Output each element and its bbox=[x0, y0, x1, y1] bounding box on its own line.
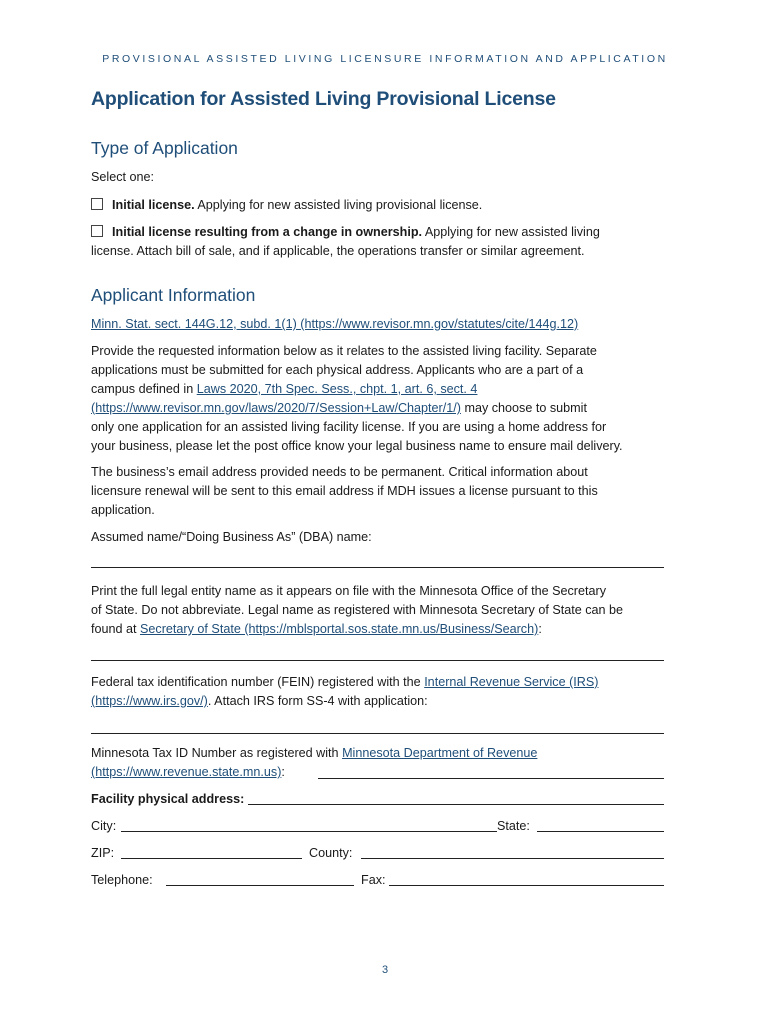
dba-label: Assumed name/“Doing Business As” (DBA) name: bbox=[91, 530, 372, 544]
mn-tax-id-field[interactable] bbox=[318, 778, 664, 779]
revenue-url-link[interactable]: (https://www.revenue.state.mn.us) bbox=[91, 765, 282, 779]
state-label: State: bbox=[497, 819, 530, 833]
zip-label: ZIP: bbox=[91, 846, 115, 860]
type-of-application-heading: Type of Application bbox=[91, 138, 238, 158]
irs-link[interactable]: Internal Revenue Service (IRS) bbox=[424, 675, 599, 689]
state-field[interactable] bbox=[537, 831, 664, 832]
para2-line2: licensure renewal will be sent to this email address if MDH issues a license pursuant to this bbox=[91, 484, 598, 498]
option-change-ownership bbox=[91, 223, 665, 261]
para2-line1: The business’s email address provided needs to be permanent. Critical information about bbox=[91, 465, 588, 479]
option-change-text-2: license. Attach bill of sale, and if applicable, the operations transfer or similar agreement. bbox=[91, 244, 585, 258]
city-field[interactable] bbox=[121, 831, 497, 832]
option-initial-license bbox=[91, 196, 665, 215]
option-change-bold: Initial license resulting from a change in ownership. bbox=[112, 225, 423, 239]
select-one-label: Select one: bbox=[91, 170, 155, 184]
option-change-text-1: Applying for new assisted living bbox=[422, 225, 600, 239]
para1-line2: applications must be submitted for each physical address. Applicants who are a part of a bbox=[91, 363, 584, 377]
fein-instructions bbox=[91, 673, 665, 711]
mn-tax-line1-text: Minnesota Tax ID Number as registered with bbox=[91, 746, 343, 760]
initial-license-checkbox[interactable] bbox=[91, 198, 103, 210]
fax-field[interactable] bbox=[389, 885, 664, 886]
para1-line1: Provide the requested information below as it relates to the assisted living facility. Separate bbox=[91, 344, 597, 358]
fein-line1-text: Federal tax identification number (FEIN) registered with the bbox=[91, 675, 425, 689]
legal-line3-colon: : bbox=[538, 622, 542, 636]
legal-line1: Print the full legal entity name as it appears on file with the Minnesota Office of the Secretary bbox=[91, 584, 606, 598]
city-label: City: bbox=[91, 819, 117, 833]
dba-name-field[interactable] bbox=[91, 567, 664, 568]
option-initial-bold: Initial license. bbox=[112, 198, 195, 212]
fein-field[interactable] bbox=[91, 733, 664, 734]
zip-field[interactable] bbox=[121, 858, 302, 859]
mn-tax-line2-colon: : bbox=[281, 765, 285, 779]
applicant-information-heading: Applicant Information bbox=[91, 285, 256, 305]
revenue-link[interactable]: Minnesota Department of Revenue bbox=[342, 746, 538, 760]
facility-address-label: Facility physical address: bbox=[91, 792, 245, 806]
legal-name-field[interactable] bbox=[91, 660, 664, 661]
para2-line3: application. bbox=[91, 503, 155, 517]
page-title: Application for Assisted Living Provisional License bbox=[91, 88, 556, 110]
fein-line2-text: . Attach IRS form SS-4 with application: bbox=[207, 694, 428, 708]
para1-line3-text: campus defined in bbox=[91, 382, 197, 396]
para1-line5: only one application for an assisted living facility license. If you are using a home address for bbox=[91, 420, 607, 434]
para1-line4-text: may choose to submit bbox=[460, 401, 587, 415]
mn-tax-id-instructions bbox=[91, 744, 665, 782]
irs-url-link[interactable]: (https://www.irs.gov/) bbox=[91, 694, 208, 708]
legal-line3-text: found at bbox=[91, 622, 141, 636]
email-notice-paragraph bbox=[91, 463, 665, 520]
para1-line6: your business, please let the post office know your legal business name to ensure mail delivery. bbox=[91, 439, 623, 453]
laws-2020-link[interactable]: Laws 2020, 7th Spec. Sess., chpt. 1, art. 6, sect. 4 bbox=[196, 382, 478, 396]
option-initial-text: Applying for new assisted living provisional license. bbox=[194, 198, 483, 212]
statute-link[interactable]: Minn. Stat. sect. 144G.12, subd. 1(1) (https://www.revisor.mn.gov/statutes/cite/144g.12) bbox=[91, 317, 579, 331]
laws-2020-url-link[interactable]: (https://www.revisor.mn.gov/laws/2020/7/Session+Law/Chapter/1/) bbox=[91, 401, 461, 415]
running-header: PROVISIONAL ASSISTED LIVING LICENSURE INFORMATION AND APPLICATION bbox=[102, 53, 668, 65]
telephone-field[interactable] bbox=[166, 885, 354, 886]
facility-address-field[interactable] bbox=[248, 804, 664, 805]
applicant-instructions-paragraph bbox=[91, 342, 665, 456]
county-field[interactable] bbox=[361, 858, 664, 859]
county-label: County: bbox=[309, 846, 353, 860]
fax-label: Fax: bbox=[361, 873, 386, 887]
change-ownership-checkbox[interactable] bbox=[91, 225, 103, 237]
telephone-label: Telephone: bbox=[91, 873, 153, 887]
legal-line2: of State. Do not abbreviate. Legal name as registered with Minnesota Secretary of State can be bbox=[91, 603, 624, 617]
page-number: 3 bbox=[381, 964, 389, 976]
legal-name-instructions bbox=[91, 582, 665, 639]
secretary-of-state-link[interactable]: Secretary of State (https://mblsportal.sos.state.mn.us/Business/Search) bbox=[140, 622, 539, 636]
